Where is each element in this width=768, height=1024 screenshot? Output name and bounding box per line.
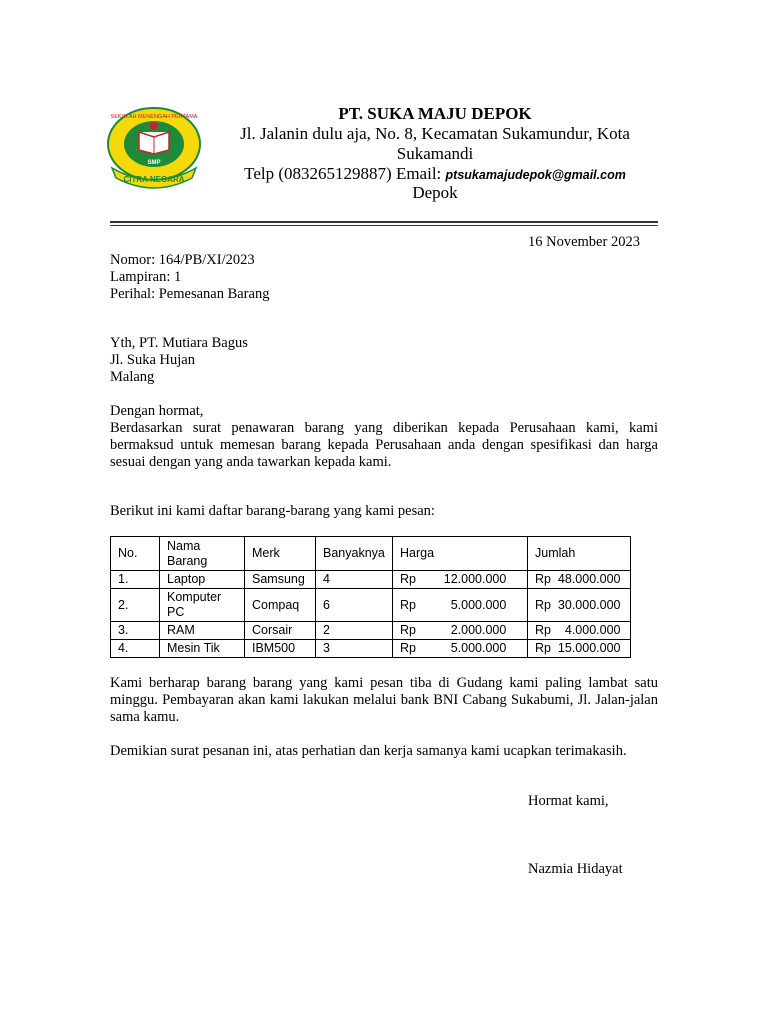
list-intro: Berikut ini kami daftar barang-barang yang kami pesan:: [110, 503, 435, 519]
col-no: No.: [111, 537, 160, 571]
cell-item: RAM: [160, 622, 245, 640]
cell-no: 4.: [111, 640, 160, 658]
table-header-row: [111, 537, 631, 571]
letter-date: 16 November 2023: [528, 234, 640, 250]
cell-total: Rp 4.000.000: [528, 622, 631, 640]
logo-mid-text: SMP: [147, 160, 161, 166]
recipient-city: Malang: [110, 369, 155, 385]
company-email: ptsukamajudepok@gmail.com: [445, 168, 626, 182]
telp-label: Telp (083265129887) Email:: [244, 164, 446, 183]
cell-price: Rp 5.000.000: [393, 589, 528, 622]
cell-total: Rp 30.000.000: [528, 589, 631, 622]
cell-qty: 3: [316, 640, 393, 658]
table-row: [111, 589, 631, 622]
table-row: [111, 571, 631, 589]
col-item-name: Nama Barang: [160, 537, 245, 571]
col-quantity: Banyaknya: [316, 537, 393, 571]
cell-qty: 4: [316, 571, 393, 589]
company-contact: [215, 164, 655, 185]
cell-qty: 6: [316, 589, 393, 622]
cell-qty: 2: [316, 622, 393, 640]
cell-brand: IBM500: [245, 640, 316, 658]
order-table: [110, 536, 631, 658]
greeting: Dengan hormat,: [110, 403, 204, 419]
cell-item: Laptop: [160, 571, 245, 589]
school-logo: [104, 104, 204, 190]
cell-total: Rp 15.000.000: [528, 640, 631, 658]
col-price: Harga: [393, 537, 528, 571]
col-brand: Merk: [245, 537, 316, 571]
letter-subject: Perihal: Pemesanan Barang: [110, 286, 270, 302]
letter-attachment: Lampiran: 1: [110, 269, 182, 285]
delivery-paragraph: Kami berharap barang barang yang kami pesan tiba di Gudang kami paling lambat satu minggu. Pembayaran akan kami lakukan melalui bank BNI Cabang Sukabumi, Jl. Jalan-jalan sama kamu.: [110, 675, 658, 725]
cell-item: Mesin Tik: [160, 640, 245, 658]
cell-total: Rp 48.000.000: [528, 571, 631, 589]
closing-paragraph: Demikian surat pesanan ini, atas perhatian dan kerja samanya kami ucapkan terimakasih.: [110, 743, 627, 759]
cell-no: 2.: [111, 589, 160, 622]
cell-no: 3.: [111, 622, 160, 640]
cell-item: Komputer PC: [160, 589, 245, 622]
cell-brand: Samsung: [245, 571, 316, 589]
opening-paragraph: Berdasarkan surat penawaran barang yang diberikan kepada Perusahaan kami, kami bermaksud untuk memesan barang kepada Perusahaan anda dengan spesifikasi dan harga sesuai dengan yang anda tawarkan kepada kami.: [110, 420, 658, 470]
cell-brand: Corsair: [245, 622, 316, 640]
header-divider-thick: [110, 221, 658, 223]
cell-brand: Compaq: [245, 589, 316, 622]
cell-price: Rp 5.000.000: [393, 640, 528, 658]
recipient-street: Jl. Suka Hujan: [110, 352, 195, 368]
recipient-name: Yth, PT. Mutiara Bagus: [110, 335, 248, 351]
logo-bottom-text: CITRA NEGARA: [123, 175, 185, 184]
signer-name: Nazmia Hidayat: [528, 861, 623, 877]
cell-price: Rp 2.000.000: [393, 622, 528, 640]
company-address: Jl. Jalanin dulu aja, No. 8, Kecamatan Sukamundur, Kota Sukamandi: [240, 124, 630, 163]
table-row: [111, 640, 631, 658]
closing-salutation: Hormat kami,: [528, 793, 609, 809]
logo-top-text: SEKOLAH MENENGAH PERTAMA: [110, 114, 198, 120]
table-row: [111, 622, 631, 640]
letter-number: Nomor: 164/PB/XI/2023: [110, 252, 255, 268]
cell-no: 1.: [111, 571, 160, 589]
col-total: Jumlah: [528, 537, 631, 571]
company-city: Depok: [412, 183, 458, 202]
header-divider-thin: [110, 225, 658, 226]
company-name: PT. SUKA MAJU DEPOK: [338, 104, 532, 123]
cell-price: Rp 12.000.000: [393, 571, 528, 589]
